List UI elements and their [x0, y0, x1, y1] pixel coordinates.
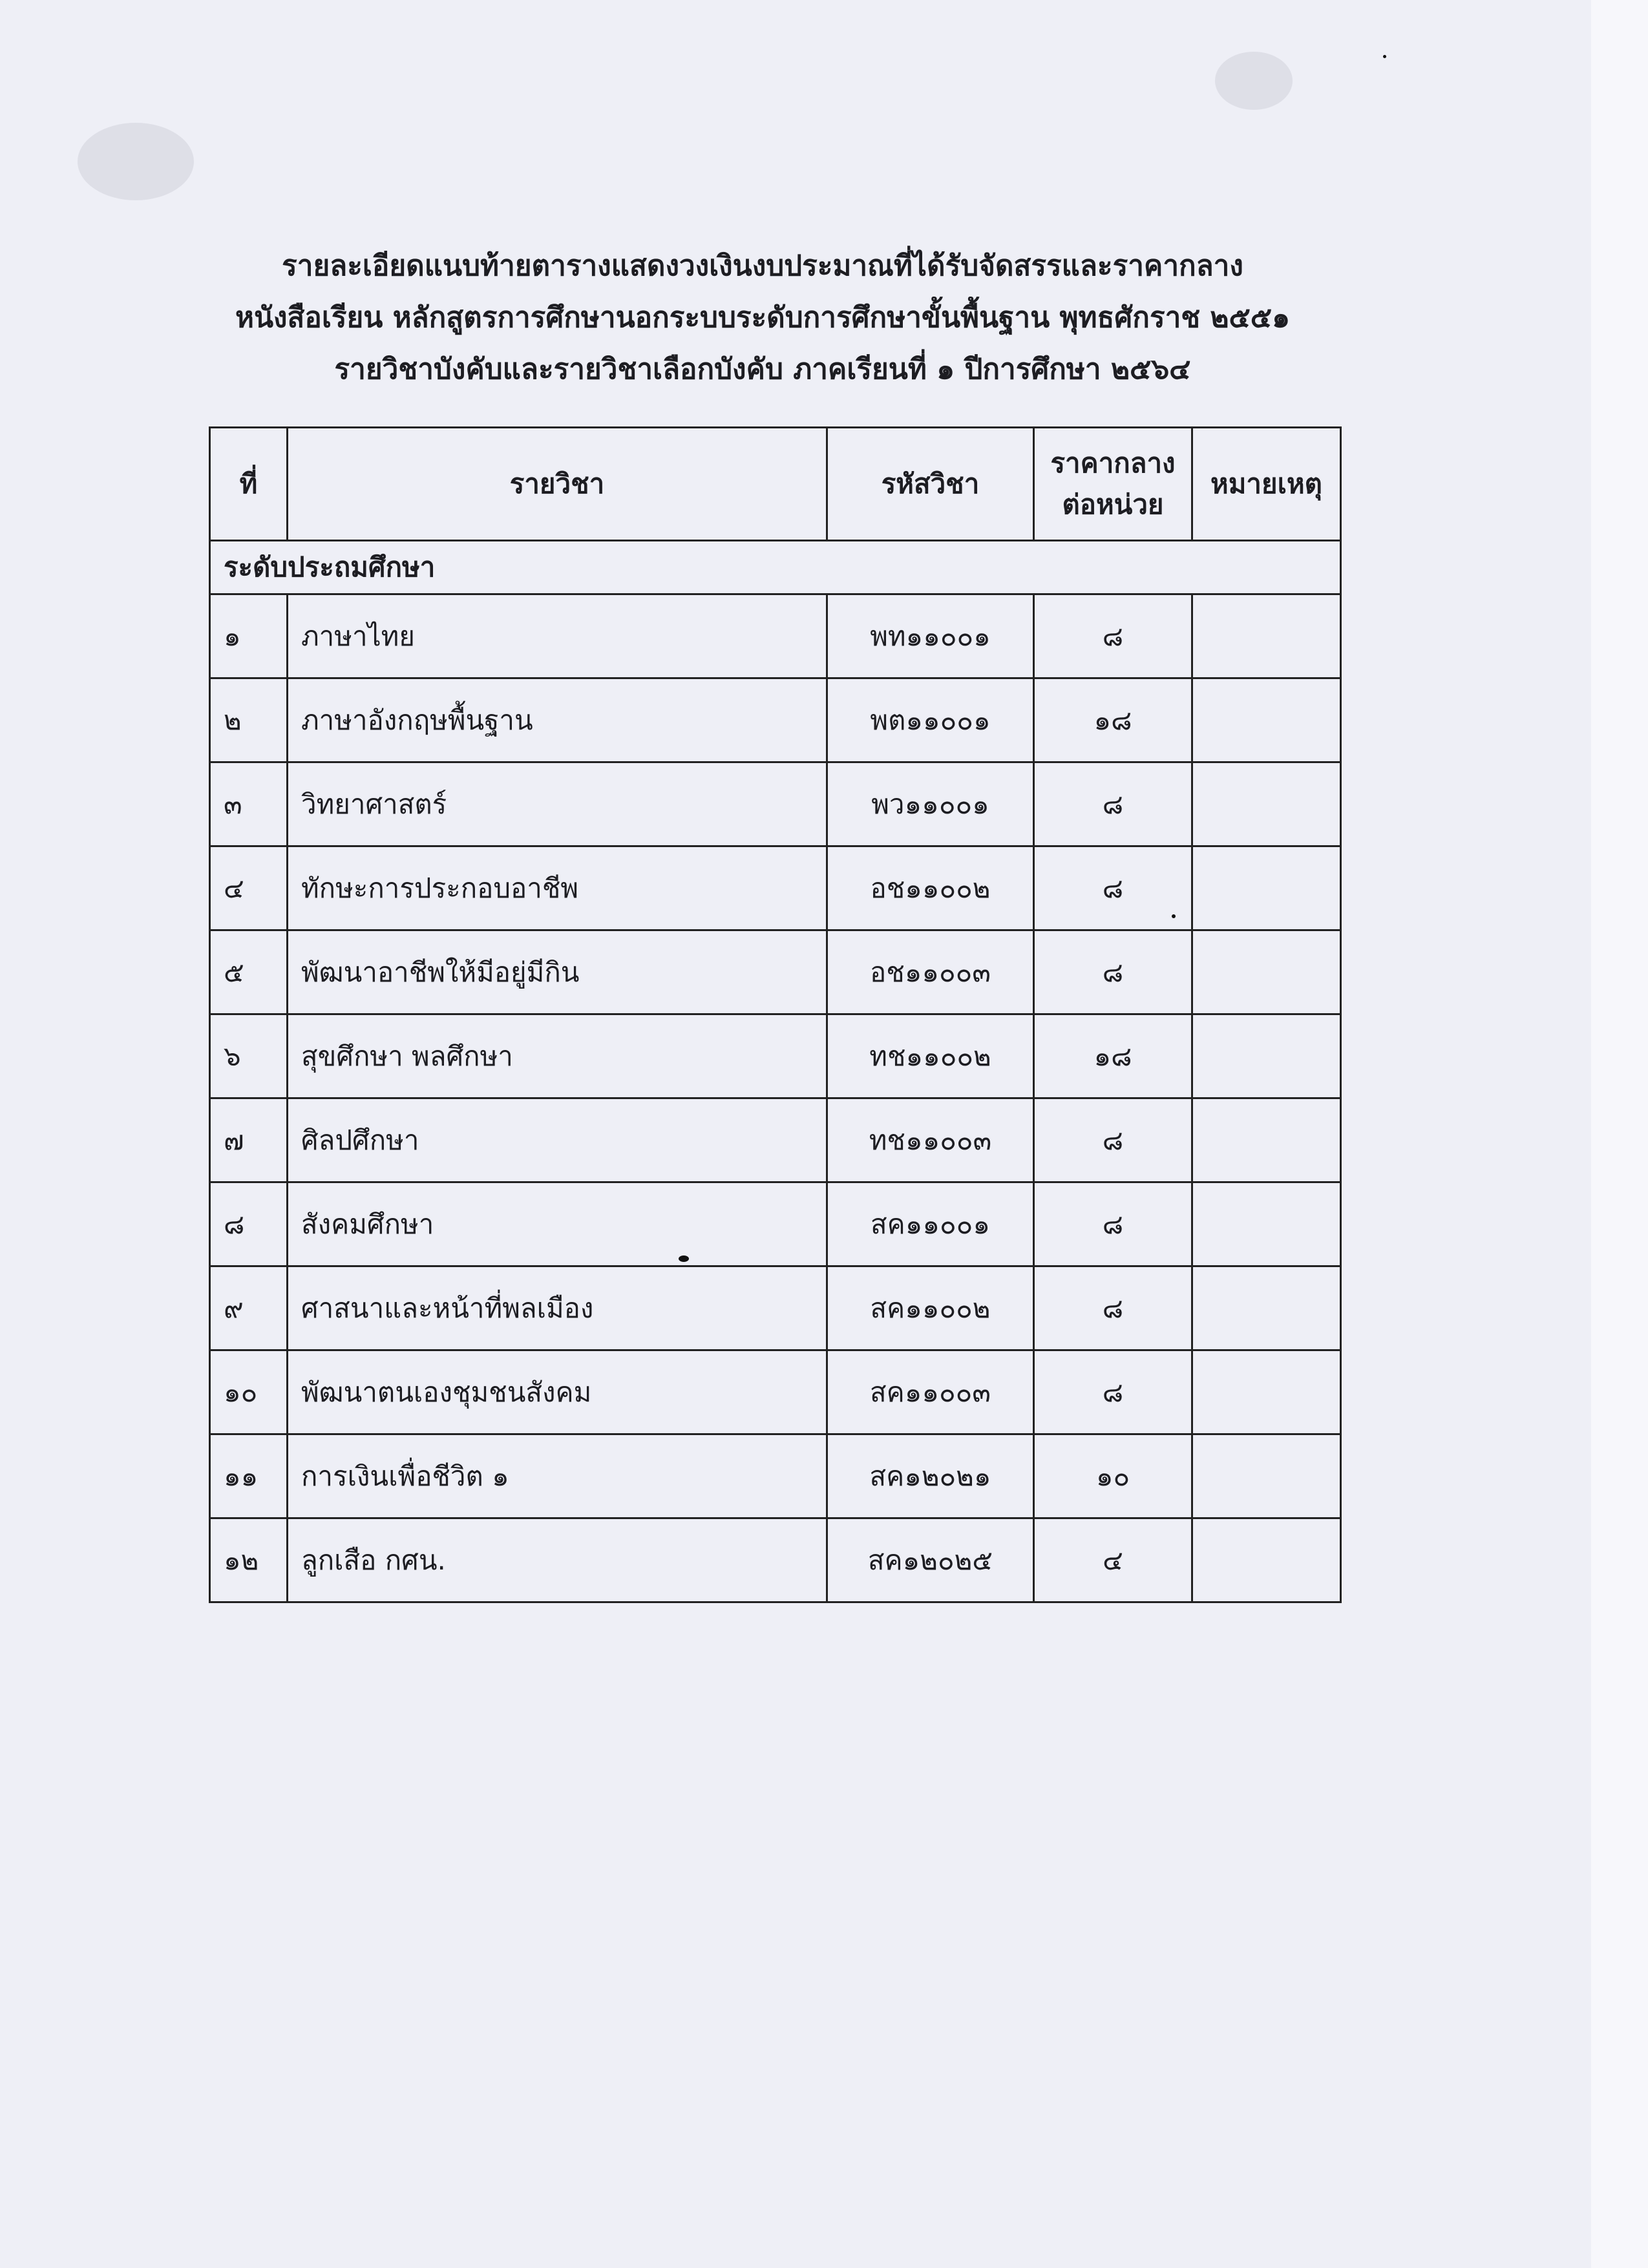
- header-no: ที่: [210, 428, 288, 541]
- row-code: สค๑๒๐๒๑: [827, 1434, 1034, 1518]
- row-subject: พัฒนาอาชีพให้มีอยู่มีกิน: [288, 930, 827, 1014]
- row-no: ๑๒: [210, 1518, 288, 1602]
- row-code: พต๑๑๐๐๑: [827, 678, 1034, 762]
- row-price: ๘: [1034, 1266, 1192, 1350]
- row-code: พว๑๑๐๐๑: [827, 762, 1034, 846]
- table-header-row: [210, 428, 1341, 541]
- row-price: ๘: [1034, 1182, 1192, 1266]
- row-note: [1192, 678, 1341, 762]
- row-subject: สังคมศึกษา: [288, 1182, 827, 1266]
- row-note: [1192, 1098, 1341, 1182]
- table-row: [210, 1182, 1341, 1266]
- row-code: ทช๑๑๐๐๓: [827, 1098, 1034, 1182]
- table-row: [210, 930, 1341, 1014]
- row-no: ๓: [210, 762, 288, 846]
- row-note: [1192, 1518, 1341, 1602]
- row-price: ๘: [1034, 846, 1192, 930]
- row-no: ๕: [210, 930, 288, 1014]
- header-line-2: หนังสือเรียน หลักสูตรการศึกษานอกระบบระดับการศึกษาขั้นพื้นฐาน พุทธศักราช ๒๕๕๑: [235, 301, 1291, 334]
- row-price: ๑๘: [1034, 678, 1192, 762]
- row-no: ๙: [210, 1266, 288, 1350]
- table-row: [210, 678, 1341, 762]
- scan-smudge: [1215, 52, 1293, 110]
- row-code: อช๑๑๐๐๓: [827, 930, 1034, 1014]
- section-row: [210, 541, 1341, 594]
- header-subject: รายวิชา: [288, 428, 827, 541]
- row-subject: การเงินเพื่อชีวิต ๑: [288, 1434, 827, 1518]
- row-note: [1192, 1350, 1341, 1434]
- table-row: [210, 1518, 1341, 1602]
- row-note: [1192, 846, 1341, 930]
- table-row: [210, 762, 1341, 846]
- header-price: [1034, 428, 1192, 541]
- row-price: ๘: [1034, 1350, 1192, 1434]
- row-subject: ทักษะการประกอบอาชีพ: [288, 846, 827, 930]
- row-subject: ภาษาไทย: [288, 594, 827, 678]
- row-price: ๘: [1034, 1098, 1192, 1182]
- scan-smudge: [78, 123, 194, 200]
- row-subject: ศิลปศึกษา: [288, 1098, 827, 1182]
- row-price: ๘: [1034, 594, 1192, 678]
- row-code: สค๑๑๐๐๓: [827, 1350, 1034, 1434]
- row-note: [1192, 1182, 1341, 1266]
- row-note: [1192, 930, 1341, 1014]
- row-no: ๔: [210, 846, 288, 930]
- row-no: ๑๐: [210, 1350, 288, 1434]
- row-subject: พัฒนาตนเองชุมชนสังคม: [288, 1350, 827, 1434]
- row-note: [1192, 762, 1341, 846]
- row-subject: ศาสนาและหน้าที่พลเมือง: [288, 1266, 827, 1350]
- document-header: [0, 240, 1525, 395]
- row-price: ๑๘: [1034, 1014, 1192, 1098]
- header-price-line-2: ต่อหน่วย: [1062, 488, 1164, 520]
- row-subject: สุขศึกษา พลศึกษา: [288, 1014, 827, 1098]
- row-note: [1192, 594, 1341, 678]
- row-no: ๑: [210, 594, 288, 678]
- row-code: สค๑๑๐๐๑: [827, 1182, 1034, 1266]
- row-price: ๘: [1034, 762, 1192, 846]
- row-price: ๔: [1034, 1518, 1192, 1602]
- row-no: ๖: [210, 1014, 288, 1098]
- row-price: ๑๐: [1034, 1434, 1192, 1518]
- table-row: [210, 846, 1341, 930]
- table-row: [210, 594, 1341, 678]
- row-no: ๘: [210, 1182, 288, 1266]
- row-code: ทช๑๑๐๐๒: [827, 1014, 1034, 1098]
- table-row: [210, 1434, 1341, 1518]
- row-subject: ลูกเสือ กศน.: [288, 1518, 827, 1602]
- header-note: หมายเหตุ: [1192, 428, 1341, 541]
- row-note: [1192, 1266, 1341, 1350]
- table-row: [210, 1098, 1341, 1182]
- row-note: [1192, 1434, 1341, 1518]
- table-row: [210, 1014, 1341, 1098]
- row-subject: ภาษาอังกฤษพื้นฐาน: [288, 678, 827, 762]
- table-row: [210, 1266, 1341, 1350]
- row-price: ๘: [1034, 930, 1192, 1014]
- header-code: รหัสวิชา: [827, 428, 1034, 541]
- row-no: ๑๑: [210, 1434, 288, 1518]
- row-code: สค๑๑๐๐๒: [827, 1266, 1034, 1350]
- header-line-1: รายละเอียดแนบท้ายตารางแสดงวงเงินงบประมาณที่ได้รับจัดสรรและราคากลาง: [282, 249, 1243, 282]
- header-price-line-1: ราคากลาง: [1050, 447, 1176, 479]
- section-label: ระดับประถมศึกษา: [210, 541, 1341, 594]
- row-note: [1192, 1014, 1341, 1098]
- row-no: ๒: [210, 678, 288, 762]
- row-code: อช๑๑๐๐๒: [827, 846, 1034, 930]
- row-code: สค๑๒๐๒๕: [827, 1518, 1034, 1602]
- row-subject: วิทยาศาสตร์: [288, 762, 827, 846]
- header-line-3: รายวิชาบังคับและรายวิชาเลือกบังคับ ภาคเรียนที่ ๑ ปีการศึกษา ๒๕๖๔: [334, 353, 1191, 386]
- table-row: [210, 1350, 1341, 1434]
- row-no: ๗: [210, 1098, 288, 1182]
- row-code: พท๑๑๐๐๑: [827, 594, 1034, 678]
- subjects-price-table: [209, 426, 1342, 1603]
- scan-page-edge: [1591, 0, 1648, 2268]
- scan-speck: [1383, 55, 1386, 58]
